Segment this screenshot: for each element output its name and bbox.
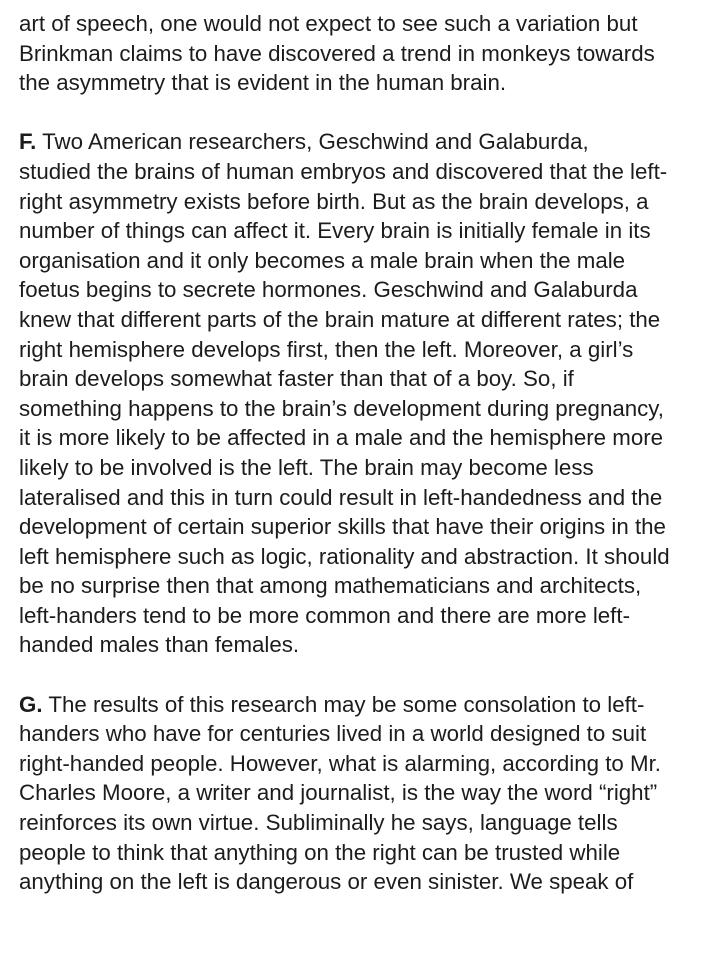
text-line: number of things can affect it. Every brain is initially female in its <box>19 218 651 244</box>
text-line: left hemisphere such as logic, rationality and abstraction. It should <box>19 543 670 569</box>
text-line: right hemisphere develops first, then the left. Moreover, a girl’s <box>19 336 634 362</box>
text-line: be no surprise then that among mathematicians and architects, <box>19 573 642 599</box>
text-line: organisation and it only becomes a male brain when the male <box>19 247 626 273</box>
paragraph-spacer <box>19 660 719 690</box>
text-line: development of certain superior skills that have their origins in the <box>19 514 666 540</box>
paragraph-e-continued <box>19 9 719 98</box>
text-line: right asymmetry exists before birth. But as the brain develops, a <box>19 188 649 214</box>
paragraph-g <box>19 690 719 897</box>
text-line: art of speech, one would not expect to see such a variation but <box>19 11 638 36</box>
text-line: the asymmetry that is evident in the human brain. <box>19 70 507 96</box>
text-line: lateralised and this in turn could result in left-handedness and the <box>19 484 663 510</box>
text-line: Charles Moore, a writer and journalist, is the way the word “right” <box>19 780 658 806</box>
text-line: it is more likely to be affected in a male and the hemisphere more <box>19 425 664 451</box>
text-line: studied the brains of human embryos and discovered that the left- <box>19 158 668 184</box>
paragraph-spacer <box>19 98 719 128</box>
text-line: foetus begins to secrete hormones. Geschwind and Galaburda <box>19 277 638 303</box>
text-line: anything on the left is dangerous or even sinister. We speak of <box>19 869 634 895</box>
text-line: handers who have for centuries lived in a world designed to suit <box>19 721 647 747</box>
text-line: right-handed people. However, what is alarming, according to Mr. <box>19 750 661 776</box>
paragraph-f <box>19 127 719 660</box>
text-line: handed males than females. <box>19 632 300 658</box>
text-line: left-handers tend to be more common and there are more left- <box>19 602 630 628</box>
document-page <box>19 9 719 897</box>
paragraph-letter-f: F. <box>19 129 37 155</box>
paragraph-letter-g: G. <box>19 691 43 717</box>
text-line <box>19 127 719 157</box>
text-line: something happens to the brain’s development during pregnancy, <box>19 395 664 421</box>
text-line: people to think that anything on the right can be trusted while <box>19 839 621 865</box>
paragraph-first-line: The results of this research may be some consolation to left- <box>42 691 645 717</box>
text-line: knew that different parts of the brain mature at different rates; the <box>19 306 661 332</box>
text-line: Brinkman claims to have discovered a trend in monkeys towards <box>19 40 655 66</box>
text-line: likely to be involved is the left. The brain may become less <box>19 454 594 480</box>
text-line <box>19 690 719 720</box>
text-line: reinforces its own virtue. Subliminally he says, language tells <box>19 810 618 836</box>
text-line: brain develops somewhat faster than that of a boy. So, if <box>19 366 574 392</box>
paragraph-first-line: Two American researchers, Geschwind and Galaburda, <box>36 129 589 155</box>
